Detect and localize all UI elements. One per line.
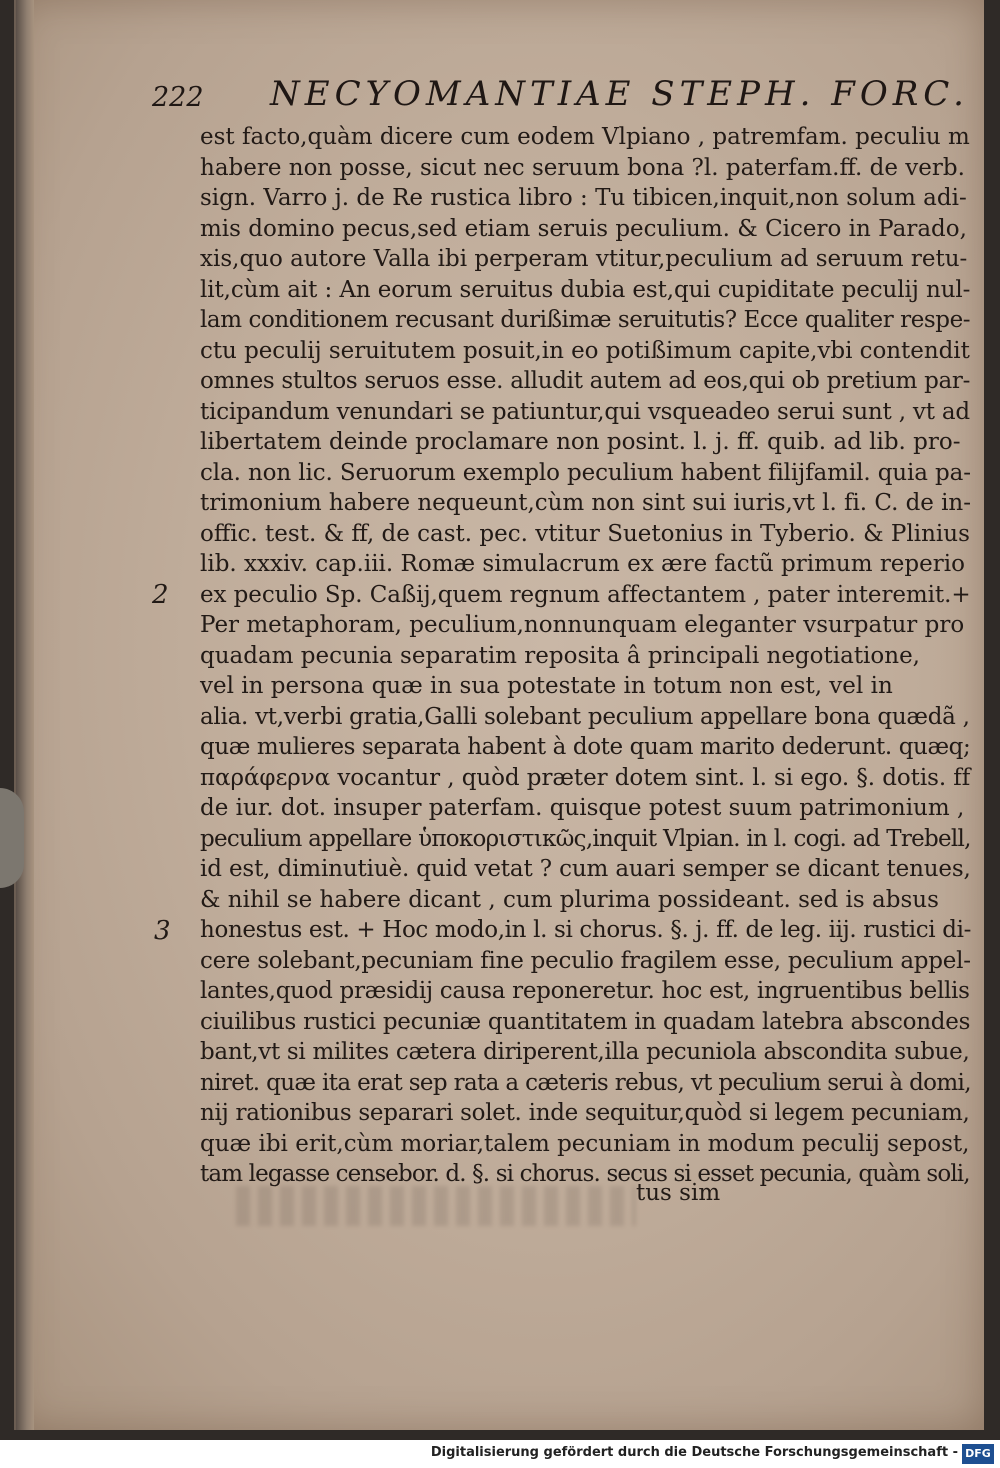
text-line: παράφερνα vocantur , quòd præter dotem sint. l. si ego. §. dotis. ff [200,764,971,791]
running-head: NECYOMANTIAE STEPH. FORC. [270,74,969,114]
text-line: offic. test. & ff, de cast. pec. vtitur Suetonius in Tyberio. & Plinius [200,520,970,547]
text-line: honestus est. + Hoc modo,in l. si chorus. §. j. ff. de leg. iij. rustici di- [200,917,971,943]
text-line: lam conditionem recusant durißimæ seruitutis? Ecce qualiter respe- [200,307,971,333]
text-line: quæ mulieres separata habent à dote quam marito dederunt. quæq; [200,734,971,760]
text-line: mis domino pecus,sed etiam seruis peculium. & Cicero in Parado, [200,215,967,242]
text-line: cere solebant,pecuniam fine peculio fragilem esse, peculium appel- [200,947,971,974]
footer-bar [0,1440,1000,1468]
text-line: Per metaphoram, peculium,nonnunquam eleganter vsurpatur pro [200,612,965,638]
text-line: lantes,quod præsidij causa reponeretur. hoc est, ingruentibus bellis [200,978,970,1004]
text-line: bant,vt si milites cætera diriperent,illa pecuniola abscondita subue, [200,1039,970,1065]
dfg-logo-icon: DFG [962,1444,994,1464]
text-line: est facto,quàm dicere cum eodem Vlpiano , patremfam. peculiu m [200,124,970,150]
text-line: quadam pecunia separatim reposita â principali negotiatione, [200,642,920,669]
text-line: habere non posse, sicut nec seruum bona ?l. paterfam.ff. de verb. [200,154,965,181]
text-line: ctu peculij seruitutem posuit,in eo potißimum capite,vbi contendit [200,337,970,364]
text-line: lib. xxxiv. cap.iii. Romæ simulacrum ex ære factũ primum reperio [200,551,965,577]
ink-bleed-through [236,1186,636,1226]
text-line: quæ ibi erit,cùm moriar,talem pecuniam in modum peculij sepost, [200,1130,970,1157]
text-line: niret. quæ ita erat sep rata a cæteris rebus, vt peculium serui à domi, [200,1069,971,1096]
body-text [200,122,970,1190]
text-line: ticipandum venundari se patiuntur,qui vsqueadeo serui sunt , vt ad [200,398,970,425]
page-header [152,74,969,118]
text-line: libertatem deinde proclamare non posint. l. j. ff. quib. ad lib. pro- [200,429,961,455]
book-spine-shadow [16,0,34,1430]
text-line: peculium appellare ὑποκοριστικῶς,inquit Vlpian. in l. cogi. ad Trebell, [200,825,971,852]
text-line: tam legasse censebor. d. §. si chorus. secus si esset pecunia, quàm soli, [200,1161,970,1187]
text-line: & nihil se habere dicant , cum plurima possideant. sed is absus [200,886,939,913]
page-number: 222 [152,82,204,113]
text-line: cla. non lic. Seruorum exemplo peculium habent filijfamil. quia pa- [200,459,971,486]
text-line: nij rationibus separari solet. inde sequitur,quòd si legem pecuniam, [200,1100,970,1126]
text-line: sign. Varro j. de Re rustica libro : Tu tibicen,inquit,non solum adi- [200,185,967,211]
text-line: xis,quo autore Valla ibi perperam vtitur,peculium ad seruum retu- [200,246,968,272]
text-line: de iur. dot. insuper paterfam. quisque potest suum patrimonium , [200,795,965,821]
catchword: tus sim [636,1180,721,1206]
margin-note-3: 3 [154,916,171,946]
text-line: alia. vt,verbi gratia,Galli solebant peculium appellare bona quædã , [200,703,970,730]
text-line: lit,cùm ait : An eorum seruitus dubia est,qui cupiditate peculij nul- [200,276,971,303]
funding-credit: Digitalisierung gefördert durch die Deutsche Forschungsgemeinschaft - [430,1445,958,1460]
text-line: ciuilibus rustici pecuniæ quantitatem in quadam latebra abscondes [200,1008,971,1035]
text-line: omnes stultos seruos esse. alludit autem ad eos,qui ob pretium par- [200,368,971,394]
margin-note-2: 2 [152,580,169,610]
text-line: trimonium habere nequeunt,cùm non sint sui iuris,vt l. fi. C. de in- [200,490,971,516]
text-line: ex peculio Sp. Caßij,quem regnum affectantem , pater interemit.+ [200,581,971,608]
text-line: id est, diminutiuè. quid vetat ? cum auari semper se dicant tenues, [200,856,971,882]
text-line: vel in persona quæ in sua potestate in totum non est, vel in [200,673,893,699]
scanner-clamp [0,788,24,888]
